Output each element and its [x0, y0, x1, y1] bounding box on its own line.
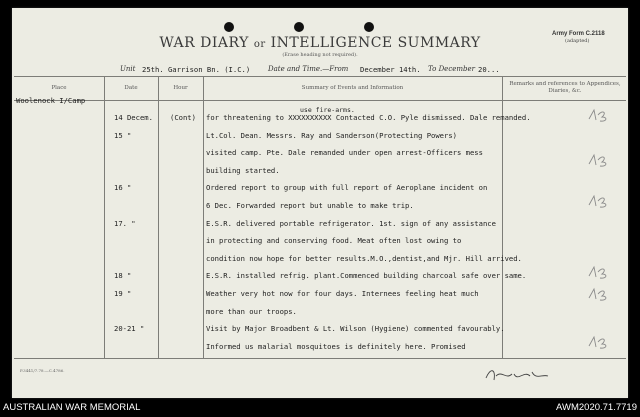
initials-icon: [585, 152, 615, 168]
entry-date: 16 ": [114, 183, 132, 193]
initials-icon: [585, 264, 615, 280]
punch-hole: [364, 22, 374, 32]
initials-icon: [585, 334, 615, 350]
entry-text: 6 Dec. Forwarded report but unable to make trip.: [206, 201, 414, 210]
entry-date: 15 ": [114, 130, 132, 140]
entry-text: building started.: [206, 165, 280, 175]
entry-text: Weather very hot now for four days. Internees feeling heat much: [206, 289, 479, 298]
entry-date: 19 ": [114, 289, 132, 298]
form-adapted: (adapted): [565, 38, 590, 44]
table-bottom-rule: [14, 358, 626, 359]
entry-text: E.S.R. installed refrig. plant.Commenced building charcoal safe over same.: [206, 271, 527, 281]
col-rule-date: [104, 76, 105, 358]
col-header-hour: Hour: [173, 85, 188, 91]
header-bottom-rule: [14, 100, 626, 101]
entry-insertion: use fire-arms.: [300, 106, 355, 114]
entry-hour: (Cont): [170, 113, 196, 122]
place-value: Woolenock I/Camp: [16, 96, 86, 105]
date-to-value: 20...: [478, 65, 500, 74]
col-rule-summary: [203, 76, 204, 358]
entry-date: 17. ": [114, 218, 136, 228]
signature-icon: [482, 364, 552, 386]
entry-text: Ordered report to group with full report of Aeroplane incident on: [206, 183, 488, 193]
entry-text: Visit by Major Broadbent & Lt. Wilson (Hygiene) commented favourably.: [206, 324, 505, 334]
punch-hole: [224, 22, 234, 32]
header-top-rule: [14, 76, 626, 77]
date-from-label: Date and Time.—From: [268, 65, 349, 73]
diary-sheet: [12, 8, 628, 398]
date-to-label: To December: [428, 65, 475, 73]
entry-date: 20-21 ": [114, 324, 145, 334]
title-rest: INTELLIGENCE SUMMARY: [270, 35, 481, 51]
entry-text: Lt.Col. Dean. Messrs. Ray and Sanderson(Protecting Powers): [206, 130, 457, 140]
entry-text: in protecting and conserving food. Meat often lost owing to: [206, 236, 462, 246]
date-from-value: December 14th.: [360, 65, 421, 74]
unit-label: Unit: [120, 65, 136, 73]
col-header-place: Place: [51, 85, 67, 91]
title-or: or: [253, 39, 266, 50]
entry-text: Informed us malarial mosquitoes is definitely here. Promised: [206, 341, 466, 351]
punch-hole: [294, 22, 304, 32]
title-main: WAR DIARY: [159, 35, 249, 51]
page-title: [12, 35, 628, 51]
entry-text: for threatening to XXXXXXXXXX Contacted C.O. Pyle dismissed. Dale remanded.: [206, 113, 531, 122]
footer-left: AUSTRALIAN WAR MEMORIAL: [3, 402, 141, 413]
footer-right: AWM2020.71.7719: [556, 402, 637, 413]
entry-text: condition now hope for better results.M.O.,dentist,and Mjr. Hill arrived.: [206, 253, 522, 263]
initials-icon: [585, 107, 615, 123]
form-number: Army Form C.2118: [552, 31, 605, 37]
col-header-date: Date: [124, 85, 138, 91]
print-code: P.3441/7.78.—C.4786.: [20, 368, 65, 373]
title-subtitle: (Erase heading not required).: [282, 52, 358, 58]
col-header-remarks: Remarks and references to Appendices, Diaries, &c.: [509, 81, 621, 94]
entry-date: 18 ": [114, 271, 132, 281]
entry-text: visited camp. Pte. Dale remanded under open arrest-Officers mess: [206, 148, 483, 158]
col-rule-hour: [158, 76, 159, 358]
entry-text: E.S.R. delivered portable refrigerator. 1st. sign of any assistance: [206, 218, 496, 228]
entry-text: more than our troops.: [206, 306, 297, 316]
entry-date: 14 Decem.: [114, 113, 153, 122]
initials-icon: [585, 193, 615, 209]
unit-value: 25th. Garrison Bn. (I.C.): [142, 65, 251, 74]
col-header-summary: Summary of Events and Information: [301, 85, 404, 91]
initials-icon: [585, 286, 615, 302]
